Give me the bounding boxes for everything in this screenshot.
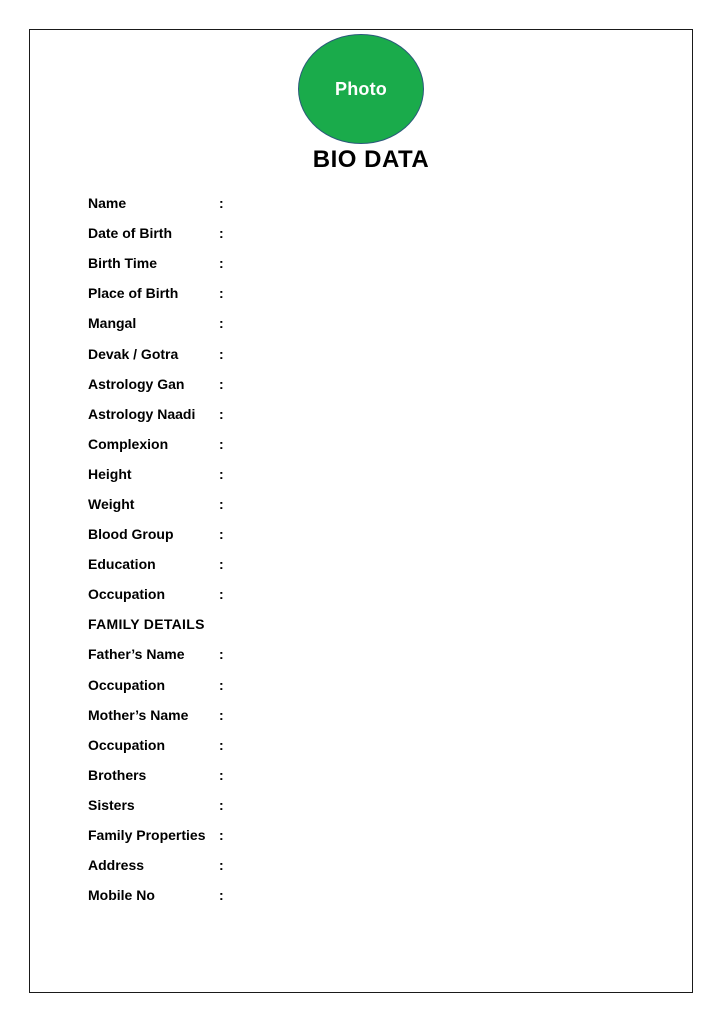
field-label-height: Height: [88, 465, 132, 482]
field-separator: :: [219, 255, 224, 272]
field-row-devak-gotra: [88, 338, 229, 368]
field-row-birth-time: [88, 248, 229, 278]
field-separator: :: [219, 526, 224, 543]
field-row-mangal: [88, 308, 229, 338]
field-separator: :: [219, 766, 224, 783]
field-label-date-of-birth: Date of Birth: [88, 225, 172, 242]
field-row-astrology-gan: [88, 369, 229, 399]
field-separator: :: [219, 706, 224, 723]
field-row-name: [88, 188, 229, 218]
field-separator: :: [219, 556, 224, 573]
field-separator: :: [219, 405, 224, 422]
field-label-mangal: Mangal: [88, 315, 137, 332]
field-label-mother-occupation: Occupation: [88, 736, 166, 753]
field-separator: :: [219, 586, 224, 603]
field-separator: :: [219, 676, 224, 693]
field-row-address: [88, 850, 229, 880]
field-row-blood-group: [88, 519, 229, 549]
field-label-family-properties: Family Properties: [88, 827, 206, 844]
field-label-complexion: Complexion: [88, 435, 169, 452]
field-separator: :: [219, 285, 224, 302]
field-label-blood-group: Blood Group: [88, 526, 174, 543]
field-row-occupation: [88, 579, 229, 609]
field-label-education: Education: [88, 556, 156, 573]
field-separator: :: [219, 465, 224, 482]
family-details-heading: [88, 609, 229, 639]
field-label-weight: Weight: [88, 495, 135, 512]
field-row-mothers-name: [88, 700, 229, 730]
photo-label: Photo: [335, 78, 387, 99]
field-label-mothers-name: Mother’s Name: [88, 706, 189, 723]
field-separator: :: [219, 435, 224, 452]
field-row-complexion: [88, 429, 229, 459]
field-label-astrology-naadi: Astrology Naadi: [88, 405, 196, 422]
field-label-devak-gotra: Devak / Gotra: [88, 345, 179, 362]
field-row-brothers: [88, 760, 229, 790]
field-separator: :: [219, 857, 224, 874]
field-row-height: [88, 459, 229, 489]
field-separator: :: [219, 495, 224, 512]
photo-placeholder[interactable]: [298, 34, 424, 144]
field-label-astrology-gan: Astrology Gan: [88, 375, 185, 392]
field-row-mobile-no: [88, 880, 229, 910]
field-row-sisters: [88, 790, 229, 820]
field-row-mother-occupation: [88, 730, 229, 760]
field-separator: :: [219, 315, 224, 332]
field-separator: :: [219, 345, 224, 362]
field-label-birth-time: Birth Time: [88, 255, 157, 272]
field-separator: :: [219, 887, 224, 904]
biodata-page: [29, 29, 693, 993]
field-label-mobile-no: Mobile No: [88, 887, 155, 904]
field-row-weight: [88, 489, 229, 519]
field-label-occupation: Occupation: [88, 586, 166, 603]
field-label-sisters: Sisters: [88, 796, 135, 813]
field-row-family-properties: [88, 820, 229, 850]
field-label-fathers-name: Father’s Name: [88, 646, 185, 663]
field-label-place-of-birth: Place of Birth: [88, 285, 179, 302]
page-title: BIO DATA: [312, 146, 430, 173]
field-row-date-of-birth: [88, 218, 229, 248]
field-label-brothers: Brothers: [88, 766, 147, 783]
field-row-education: [88, 549, 229, 579]
biodata-fields: [88, 188, 229, 910]
field-row-fathers-name: [88, 639, 229, 669]
field-separator: :: [219, 225, 224, 242]
field-row-astrology-naadi: [88, 399, 229, 429]
field-label-father-occupation: Occupation: [88, 676, 166, 693]
field-label-address: Address: [88, 857, 145, 874]
field-separator: :: [219, 646, 224, 663]
field-row-place-of-birth: [88, 278, 229, 308]
field-separator: :: [219, 736, 224, 753]
field-separator: :: [219, 827, 224, 844]
field-label-name: Name: [88, 195, 127, 212]
field-separator: :: [219, 796, 224, 813]
field-separator: :: [219, 195, 224, 212]
family-details-heading-text: FAMILY DETAILS: [88, 616, 205, 633]
field-row-father-occupation: [88, 670, 229, 700]
field-separator: :: [219, 375, 224, 392]
